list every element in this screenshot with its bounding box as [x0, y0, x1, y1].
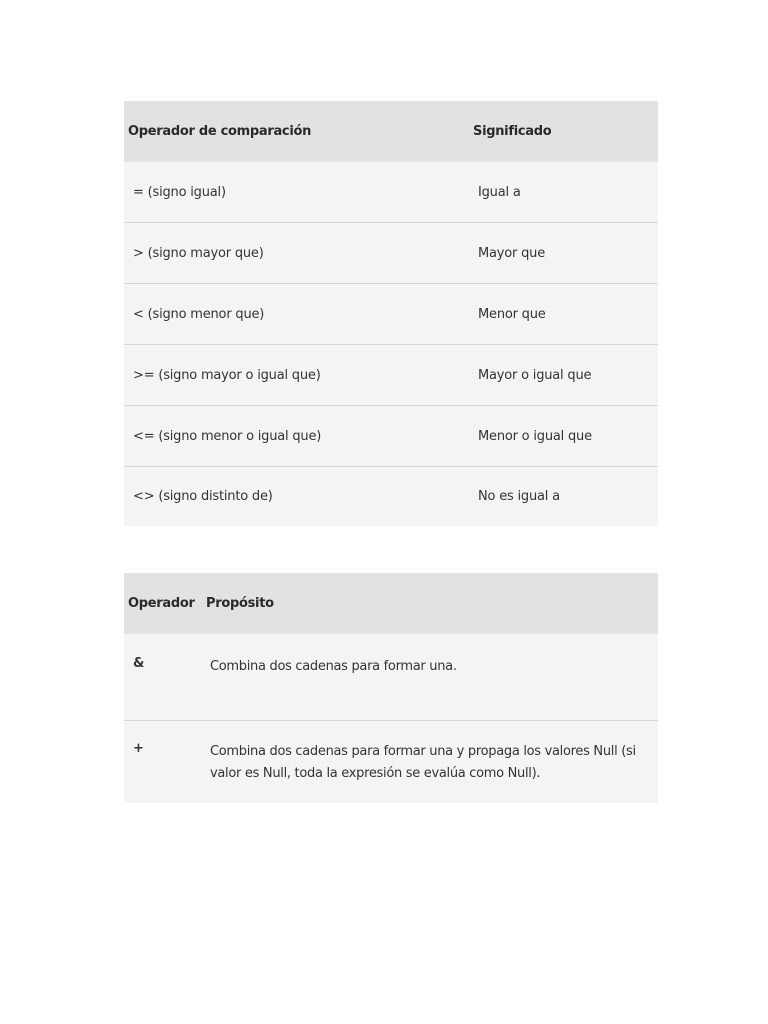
table-header-row [124, 101, 658, 162]
table-row [124, 162, 658, 223]
cell-meaning: Igual a [478, 184, 521, 200]
cell-operator: & [133, 656, 145, 671]
purpose-line: valor es Null, toda la expresión se evalúa como Null). [210, 766, 541, 781]
table-row [124, 223, 658, 284]
cell-meaning: No es igual a [469, 467, 658, 527]
cell-meaning: Menor o igual que [469, 406, 658, 467]
header-comparison-operator: Operador de comparación [128, 124, 312, 139]
cell-operator: + [124, 721, 201, 804]
cell-operator: > (signo mayor que) [124, 223, 469, 284]
concatenation-operators-table [124, 573, 658, 803]
table-row [124, 345, 658, 406]
purpose-line: Combina dos cadenas para formar una y propaga los valores Null (si [210, 744, 636, 759]
cell-operator: >= (signo mayor o igual que) [124, 345, 469, 406]
cell-operator: <= (signo menor o igual que) [124, 406, 469, 467]
header-meaning: Significado [473, 124, 552, 139]
table-row [124, 467, 658, 527]
header-purpose: Propósito [206, 596, 274, 611]
purpose-line: Combina dos cadenas para formar una. [210, 659, 457, 674]
cell-operator: < (signo menor que) [124, 284, 469, 345]
cell-purpose [201, 721, 658, 804]
table-row [124, 721, 658, 804]
table-row [124, 284, 658, 345]
cell-meaning: Menor que [469, 284, 658, 345]
table-header-row [124, 573, 658, 634]
cell-operator: <> (signo distinto de) [124, 467, 469, 527]
cell-meaning: Mayor o igual que [469, 345, 658, 406]
header-operator: Operador [128, 596, 195, 611]
table-row [124, 634, 658, 721]
cell-purpose [201, 634, 658, 721]
cell-meaning: Mayor que [469, 223, 658, 284]
cell-operator: = (signo igual) [133, 184, 226, 200]
comparison-operators-table [124, 101, 658, 526]
table-row [124, 406, 658, 467]
